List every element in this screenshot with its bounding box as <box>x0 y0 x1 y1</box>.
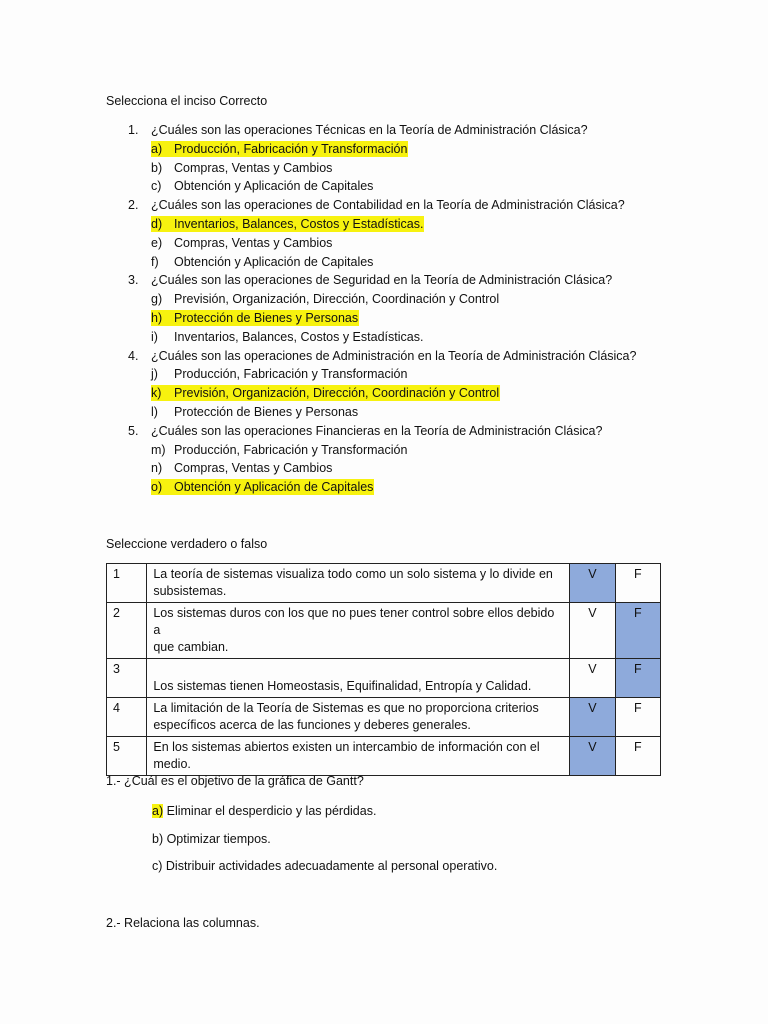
option-text: Obtención y Aplicación de Capitales <box>174 480 374 495</box>
false-cell: F <box>615 698 660 737</box>
option-text: Previsión, Organización, Dirección, Coordinación y Control <box>174 386 500 401</box>
option-letter: m) <box>151 442 166 457</box>
question-text: ¿Cuáles son las operaciones Financieras en la Teoría de Administración Clásica? <box>151 423 603 438</box>
true-cell: V <box>570 564 615 603</box>
option-letter: a) <box>152 804 164 818</box>
option-letter: n) <box>151 461 163 476</box>
answer-option <box>151 235 332 251</box>
option-text: Inventarios, Balances, Costos y Estadísticas. <box>174 329 424 344</box>
answer-option <box>151 141 408 157</box>
true-cell: V <box>570 737 615 776</box>
option-text: Protección de Bienes y Personas <box>174 311 359 325</box>
option-letter: f) <box>151 254 159 269</box>
statement-line: específicos acerca de las funciones y deberes generales. <box>153 718 471 732</box>
option-text: Protección de Bienes y Personas <box>174 405 359 419</box>
statement-line: En los sistemas abiertos existen un intercambio de información con el <box>153 740 540 754</box>
option-text: Producción, Fabricación y Transformación <box>174 367 408 382</box>
false-cell: F <box>615 737 660 776</box>
question-text: ¿Cuáles son las operaciones Técnicas en la Teoría de Administración Clásica? <box>151 123 588 137</box>
true-cell: V <box>570 659 615 698</box>
answer-option <box>151 160 332 176</box>
option-text: Obtención y Aplicación de Capitales <box>174 254 374 269</box>
option-text: Compras, Ventas y Cambios <box>174 461 333 476</box>
option-text: Obtención y Aplicación de Capitales <box>174 179 374 194</box>
statement-line <box>153 661 563 678</box>
answer-option <box>151 404 358 420</box>
statement-line: La limitación de la Teoría de Sistemas es que no proporciona criterios <box>153 701 539 715</box>
statement-line: subsistemas. <box>153 584 227 598</box>
question-number: 1. <box>128 123 139 137</box>
section2-title: Seleccione verdadero o falso <box>106 537 268 551</box>
answer-option <box>151 442 407 458</box>
statement <box>147 698 570 737</box>
table-row <box>107 659 661 698</box>
answer-option <box>151 385 500 401</box>
question-text: ¿Cuáles son las operaciones de Contabilidad en la Teoría de Administración Clásica? <box>151 198 625 213</box>
question-text: ¿Cuáles son las operaciones de Administración en la Teoría de Administración Clásica? <box>151 348 637 363</box>
option-text: Eliminar el desperdicio y las pérdidas. <box>166 804 377 818</box>
row-number: 5 <box>107 737 147 776</box>
row-number: 3 <box>107 659 147 698</box>
option-letter: l) <box>151 405 158 419</box>
option-text: Producción, Fabricación y Transformación <box>174 141 408 156</box>
option-letter: o) <box>151 480 163 495</box>
statement-line: Los sistemas duros con los que no pues tener control sobre ellos debido a <box>153 606 555 637</box>
table-row <box>107 698 661 737</box>
section4-title: 2.- Relaciona las columnas. <box>106 916 260 930</box>
option-letter: b) <box>151 160 163 175</box>
answer-option <box>151 310 359 326</box>
answer-option <box>151 254 373 270</box>
section1-title: Selecciona el inciso Correcto <box>106 94 268 108</box>
option-text: Previsión, Organización, Dirección, Coordinación y Control <box>174 292 500 307</box>
option-letter: k) <box>151 386 162 401</box>
option-letter: i) <box>151 329 158 344</box>
option-letter: c) <box>151 179 162 194</box>
option-letter: d) <box>151 217 163 231</box>
table-row <box>107 737 661 776</box>
question-number: 3. <box>128 273 139 288</box>
answer-option <box>151 291 499 307</box>
answer-option <box>151 178 373 194</box>
statement-line: medio. <box>153 757 191 771</box>
option-letter: e) <box>151 235 163 250</box>
table-row <box>107 603 661 659</box>
statement <box>147 564 570 603</box>
answer-option <box>151 216 424 232</box>
option-letter: g) <box>151 292 163 307</box>
answer-option <box>151 479 374 495</box>
answer-option <box>151 329 423 345</box>
question-number: 4. <box>128 348 139 363</box>
option-letter: h) <box>151 311 163 325</box>
option-letter: a) <box>151 141 163 156</box>
option-letter: j) <box>151 367 158 382</box>
option-text: Compras, Ventas y Cambios <box>174 235 333 250</box>
statement <box>147 603 570 659</box>
gantt-option-b: b) Optimizar tiempos. <box>152 832 271 846</box>
question-text: ¿Cuáles son las operaciones de Seguridad en la Teoría de Administración Clásica? <box>151 273 613 288</box>
false-cell: F <box>615 564 660 603</box>
true-cell: V <box>570 698 615 737</box>
option-text: Compras, Ventas y Cambios <box>174 160 333 175</box>
statement <box>147 737 570 776</box>
answer-option <box>151 366 407 382</box>
statement-line: Los sistemas tienen Homeostasis, Equifinalidad, Entropía y Calidad. <box>153 679 532 693</box>
true-false-table <box>106 563 661 776</box>
row-number: 2 <box>107 603 147 659</box>
true-cell: V <box>570 603 615 659</box>
answer-option <box>151 460 332 476</box>
false-cell: F <box>615 659 660 698</box>
statement-line: que cambian. <box>153 640 229 654</box>
row-number: 4 <box>107 698 147 737</box>
gantt-question: 1.- ¿Cuál es el objetivo de la gráfica de Gantt? <box>106 774 364 788</box>
gantt-option-a <box>152 803 376 819</box>
false-cell: F <box>615 603 660 659</box>
gantt-option-c: c) Distribuir actividades adecuadamente al personal operativo. <box>152 859 498 873</box>
row-number: 1 <box>107 564 147 603</box>
question-number: 5. <box>128 423 139 438</box>
statement <box>147 659 570 698</box>
option-text: Producción, Fabricación y Transformación <box>174 442 408 457</box>
option-text: Inventarios, Balances, Costos y Estadísticas. <box>174 217 424 231</box>
question-number: 2. <box>128 198 139 213</box>
statement-line: La teoría de sistemas visualiza todo como un solo sistema y lo divide en <box>153 567 553 581</box>
table-row <box>107 564 661 603</box>
